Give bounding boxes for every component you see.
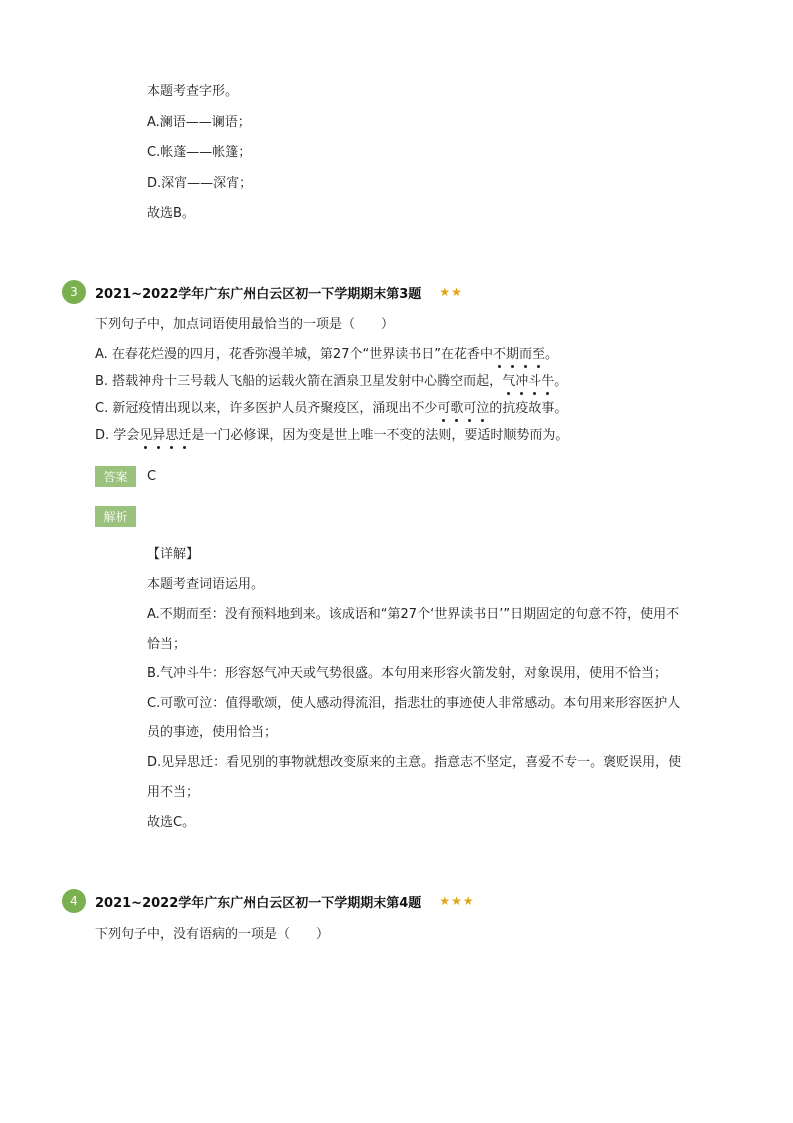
option-a [95, 343, 558, 362]
emphasis-char: 斗 [528, 370, 541, 389]
emphasis-char: 泣 [476, 397, 489, 416]
analysis-line: 故选B。 [147, 206, 195, 221]
emphasis-char: 期 [506, 343, 519, 362]
analysis-line: 【详解】 [147, 547, 200, 562]
question-number-badge: 4 [62, 889, 86, 913]
option-text: 是一门必修课，因为变是世上唯一不变的法则，要适时顺势而为。 [191, 428, 569, 443]
option-text: D. 学会 [95, 428, 140, 443]
option-text: 。 [554, 374, 568, 389]
analysis-line: 本题考查词语运用。 [147, 577, 265, 592]
answer-tag: 答案 [95, 466, 136, 487]
option-text: A. 在春花烂漫的四月，花香弥漫羊城，第27个“世界读书日”在花香中 [95, 347, 493, 362]
analysis-tag: 解析 [95, 506, 136, 527]
question-source: 2021~2022学年广东广州白云区初一下学期期末第3题 [95, 286, 422, 302]
emphasis-char: 冲 [515, 370, 528, 389]
analysis-line: 本题考查字形。 [147, 84, 239, 99]
emphasis-char: 而 [519, 343, 532, 362]
analysis-line: B.气冲斗牛：形容怒气冲天或气势很盛。本句用来形容火箭发射，对象误用，使用不恰当； [147, 666, 668, 681]
question-header [62, 889, 475, 913]
question-stem: 下列句子中，加点词语使用最恰当的一项是（ ） [95, 317, 395, 332]
analysis-line: A.澜语——谰语； [147, 115, 251, 130]
analysis-line: D.深宵——深宵； [147, 176, 253, 191]
option-text: 的抗疫故事。 [489, 401, 568, 416]
question-stem: 下列句子中，没有语病的一项是（ ） [95, 927, 330, 942]
analysis-line: 恰当； [147, 637, 187, 652]
analysis-line: A.不期而至：没有预料地到来。该成语和“第27个‘世界读书日’”日期固定的句意不符，使用不 [147, 607, 680, 622]
emphasis-char: 迁 [178, 424, 191, 443]
dotted-word [493, 347, 545, 362]
analysis-line: 故选C。 [147, 815, 196, 830]
dotted-word-text [139, 428, 191, 443]
analysis-line: 员的事迹，使用恰当； [147, 725, 278, 740]
dotted-word [437, 401, 489, 416]
option-b [95, 370, 567, 389]
emphasis-char: 可 [463, 397, 476, 416]
emphasis-char: 不 [493, 343, 506, 362]
emphasis-char: 见 [139, 424, 152, 443]
analysis-line: C.帐蓬——帐篷； [147, 145, 252, 160]
option-text: 。 [545, 347, 559, 362]
question-source: 2021~2022学年广东广州白云区初一下学期期末第4题 [95, 895, 422, 911]
emphasis-char: 可 [437, 397, 450, 416]
dotted-word [502, 374, 554, 389]
emphasis-char: 气 [502, 370, 515, 389]
difficulty-stars: ★★★ [439, 894, 475, 908]
emphasis-char: 思 [165, 424, 178, 443]
analysis-line: D.见异思迁：看见别的事物就想改变原来的主意。指意志不坚定，喜爱不专一。褒贬误用，使 [147, 755, 682, 770]
difficulty-stars: ★★ [439, 285, 463, 299]
emphasis-char: 异 [152, 424, 165, 443]
analysis-line: 用不当； [147, 785, 200, 800]
answer-value: C [147, 469, 157, 484]
question-number-badge: 3 [62, 280, 86, 304]
dotted-word-text [437, 401, 489, 416]
dotted-word-text [493, 347, 545, 362]
option-d [95, 424, 568, 443]
dotted-word-text [502, 374, 554, 389]
dotted-word [139, 428, 191, 443]
emphasis-char: 牛 [541, 370, 554, 389]
emphasis-char: 歌 [450, 397, 463, 416]
emphasis-char: 至 [532, 343, 545, 362]
question-header [62, 280, 463, 304]
option-text: B. 搭载神舟十三号载人飞船的运载火箭在酒泉卫星发射中心腾空而起， [95, 374, 503, 389]
option-c [95, 397, 567, 416]
analysis-line: C.可歌可泣：值得歌颂，使人感动得流泪，指悲壮的事迹使人非常感动。本句用来形容医护人 [147, 696, 681, 711]
option-text: C. 新冠疫情出现以来，许多医护人员齐聚疫区，涌现出不少 [95, 401, 438, 416]
